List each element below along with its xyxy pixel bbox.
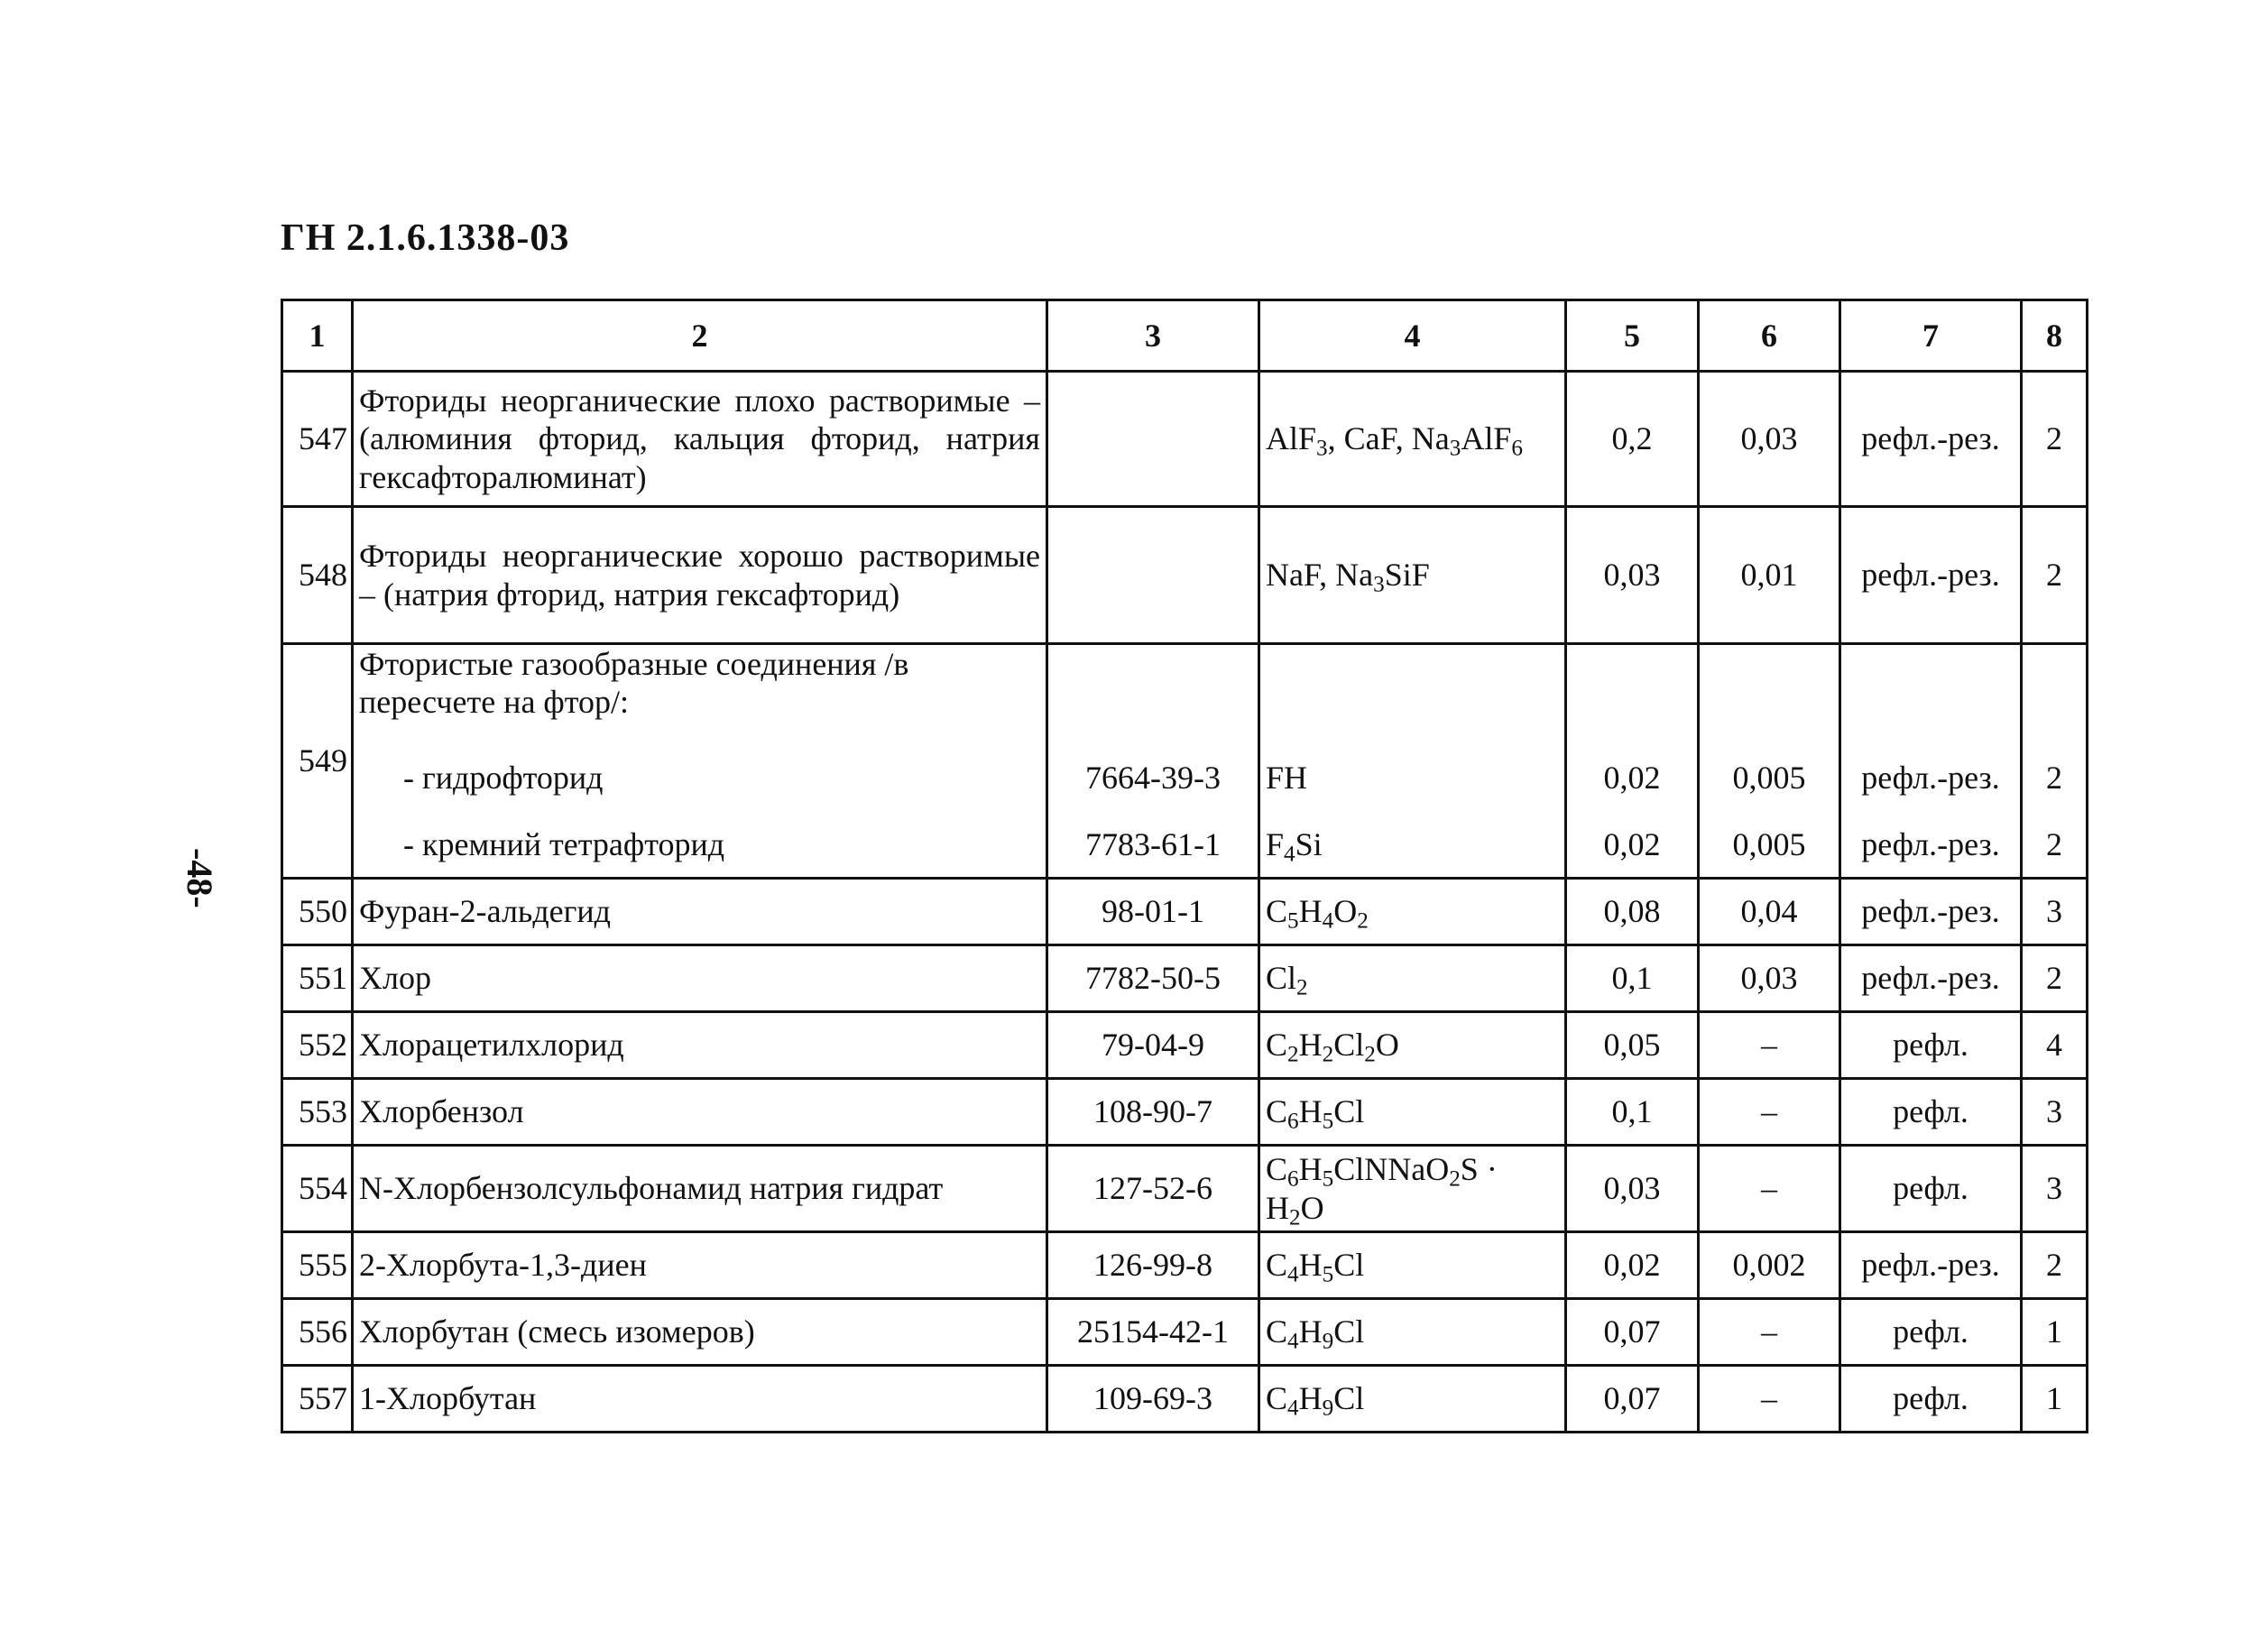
row-number: 550 <box>282 879 353 945</box>
cas-number: 7782-50-5 <box>1047 945 1259 1012</box>
value-col5: 0,08 <box>1566 879 1699 945</box>
table-row <box>282 1079 2088 1146</box>
value-col5: 0,2 <box>1566 372 1699 507</box>
row-number: 555 <box>282 1232 353 1299</box>
chemical-formula: $C_4H_5Cl$ <box>1259 1232 1566 1299</box>
row-number: 557 <box>282 1366 353 1433</box>
empty-cell <box>1699 644 1840 745</box>
value-col5: 0,1 <box>1566 945 1699 1012</box>
header-cell: 5 <box>1566 300 1699 372</box>
chemical-formula: $C_6H_5Cl$ <box>1259 1079 1566 1146</box>
chemical-formula: FH <box>1259 745 1566 812</box>
row-number: 549 <box>282 644 353 879</box>
table-row <box>282 1012 2088 1079</box>
limit-type: рефл.-рез. <box>1840 945 2022 1012</box>
chemical-formula: $C_4H_9Cl$ <box>1259 1299 1566 1366</box>
value-col6: 0,005 <box>1699 812 1840 879</box>
row-number: 552 <box>282 1012 353 1079</box>
header-cell: 8 <box>2022 300 2088 372</box>
substances-table <box>281 299 2088 1433</box>
hazard-class: 2 <box>2022 507 2088 644</box>
chemical-formula: NaF, $Na_3SiF$ <box>1259 507 1566 644</box>
row-number: 553 <box>282 1079 353 1146</box>
cas-number: 98-01-1 <box>1047 879 1259 945</box>
substance-name: Хлорацетилхлорид <box>353 1012 1047 1079</box>
value-col5: 0,02 <box>1566 745 1699 812</box>
limit-type: рефл.-рез. <box>1840 812 2022 879</box>
header-cell: 4 <box>1259 300 1566 372</box>
hazard-class: 2 <box>2022 1232 2088 1299</box>
hazard-class: 1 <box>2022 1299 2088 1366</box>
chemical-formula: $C_5H_4O_2$ <box>1259 879 1566 945</box>
header-cell: 2 <box>353 300 1047 372</box>
value-col5: 0,02 <box>1566 1232 1699 1299</box>
header-cell: 7 <box>1840 300 2022 372</box>
table-row <box>282 1232 2088 1299</box>
limit-type: рефл.-рез. <box>1840 372 2022 507</box>
chemical-formula: $C_4H_9Cl$ <box>1259 1366 1566 1433</box>
table-row <box>282 507 2088 644</box>
row-number: 551 <box>282 945 353 1012</box>
value-col6: 0,04 <box>1699 879 1840 945</box>
cas-number: 108-90-7 <box>1047 1079 1259 1146</box>
substance-name: Фториды неорганические хорошо растворимые – (натрия фторид, натрия гексафторид) <box>353 507 1047 644</box>
row-number: 554 <box>282 1146 353 1232</box>
cas-number <box>1047 507 1259 644</box>
limit-type: рефл. <box>1840 1146 2022 1232</box>
limit-type: рефл.-рез. <box>1840 745 2022 812</box>
substance-name: Фтористые газообразные соединения /в пересчете на фтор/: <box>353 644 1047 745</box>
hazard-class: 2 <box>2022 745 2088 812</box>
row-number: 556 <box>282 1299 353 1366</box>
value-col6: 0,005 <box>1699 745 1840 812</box>
table-row <box>282 879 2088 945</box>
table-row <box>282 945 2088 1012</box>
cas-number: 7783-61-1 <box>1047 812 1259 879</box>
limit-type: рефл. <box>1840 1299 2022 1366</box>
substance-name: Фуран-2-альдегид <box>353 879 1047 945</box>
substance-name: 1-Хлорбутан <box>353 1366 1047 1433</box>
cas-number: 109-69-3 <box>1047 1366 1259 1433</box>
table-row <box>282 1366 2088 1433</box>
substance-name: Фториды неорганические плохо растворимые – (алюминия фторид, кальция фторид, натрия гексафторалюминат) <box>353 372 1047 507</box>
hazard-class: 2 <box>2022 372 2088 507</box>
header-row <box>282 300 2088 372</box>
cas-number: 25154-42-1 <box>1047 1299 1259 1366</box>
cas-number <box>1047 372 1259 507</box>
table-row <box>282 745 2088 812</box>
empty-cell <box>1840 644 2022 745</box>
page-number: -48- <box>180 848 220 908</box>
row-number: 547 <box>282 372 353 507</box>
substance-name: Хлорбензол <box>353 1079 1047 1146</box>
value-col6: – <box>1699 1366 1840 1433</box>
limit-type: рефл.-рез. <box>1840 1232 2022 1299</box>
value-col6: – <box>1699 1299 1840 1366</box>
value-col5: 0,1 <box>1566 1079 1699 1146</box>
table-row <box>282 372 2088 507</box>
hazard-class: 2 <box>2022 812 2088 879</box>
value-col5: 0,05 <box>1566 1012 1699 1079</box>
cas-number: 126-99-8 <box>1047 1232 1259 1299</box>
value-col6: 0,03 <box>1699 372 1840 507</box>
value-col6: 0,01 <box>1699 507 1840 644</box>
limit-type: рефл. <box>1840 1366 2022 1433</box>
chemical-formula: $Cl_2$ <box>1259 945 1566 1012</box>
chemical-formula: $F_4Si$ <box>1259 812 1566 879</box>
table-row <box>282 1146 2088 1232</box>
value-col6: – <box>1699 1146 1840 1232</box>
header-cell: 1 <box>282 300 353 372</box>
table-row <box>282 812 2088 879</box>
hazard-class: 1 <box>2022 1366 2088 1433</box>
value-col5: 0,03 <box>1566 1146 1699 1232</box>
chemical-formula: $C_2H_2Cl_2O$ <box>1259 1012 1566 1079</box>
substance-name: Хлорбутан (смесь изомеров) <box>353 1299 1047 1366</box>
empty-cell <box>2022 644 2088 745</box>
substance-name: Хлор <box>353 945 1047 1012</box>
hazard-class: 3 <box>2022 879 2088 945</box>
value-col5: 0,02 <box>1566 812 1699 879</box>
empty-cell <box>1259 644 1566 745</box>
substance-name: N-Хлорбензолсульфонамид натрия гидрат <box>353 1146 1047 1232</box>
cas-number: 79-04-9 <box>1047 1012 1259 1079</box>
limit-type: рефл. <box>1840 1079 2022 1146</box>
chemical-formula: AlF$_3$, CaF, $Na_3AlF_6$ <box>1259 372 1566 507</box>
cas-number: 7664-39-3 <box>1047 745 1259 812</box>
value-col6: 0,002 <box>1699 1232 1840 1299</box>
hazard-class: 3 <box>2022 1079 2088 1146</box>
limit-type: рефл.-рез. <box>1840 507 2022 644</box>
hazard-class: 4 <box>2022 1012 2088 1079</box>
table-row <box>282 1299 2088 1366</box>
limit-type: рефл.-рез. <box>1840 879 2022 945</box>
value-col6: 0,03 <box>1699 945 1840 1012</box>
substance-name: - гидрофторид <box>353 745 1047 812</box>
row-number: 548 <box>282 507 353 644</box>
hazard-class: 2 <box>2022 945 2088 1012</box>
header-cell: 6 <box>1699 300 1840 372</box>
document-code: ГН 2.1.6.1338-03 <box>281 217 570 259</box>
cas-number: 127-52-6 <box>1047 1146 1259 1232</box>
substance-name: - кремний тетрафторид <box>353 812 1047 879</box>
limit-type: рефл. <box>1840 1012 2022 1079</box>
table-row <box>282 644 2088 745</box>
empty-cell <box>1566 644 1699 745</box>
substance-name: 2-Хлорбута-1,3-диен <box>353 1232 1047 1299</box>
value-col5: 0,07 <box>1566 1299 1699 1366</box>
value-col6: – <box>1699 1012 1840 1079</box>
value-col5: 0,07 <box>1566 1366 1699 1433</box>
chemical-formula: $C_6H_5ClNNaO_2S \cdot H_2O$ <box>1259 1146 1566 1232</box>
value-col6: – <box>1699 1079 1840 1146</box>
empty-cell <box>1047 644 1259 745</box>
header-cell: 3 <box>1047 300 1259 372</box>
hazard-class: 3 <box>2022 1146 2088 1232</box>
value-col5: 0,03 <box>1566 507 1699 644</box>
